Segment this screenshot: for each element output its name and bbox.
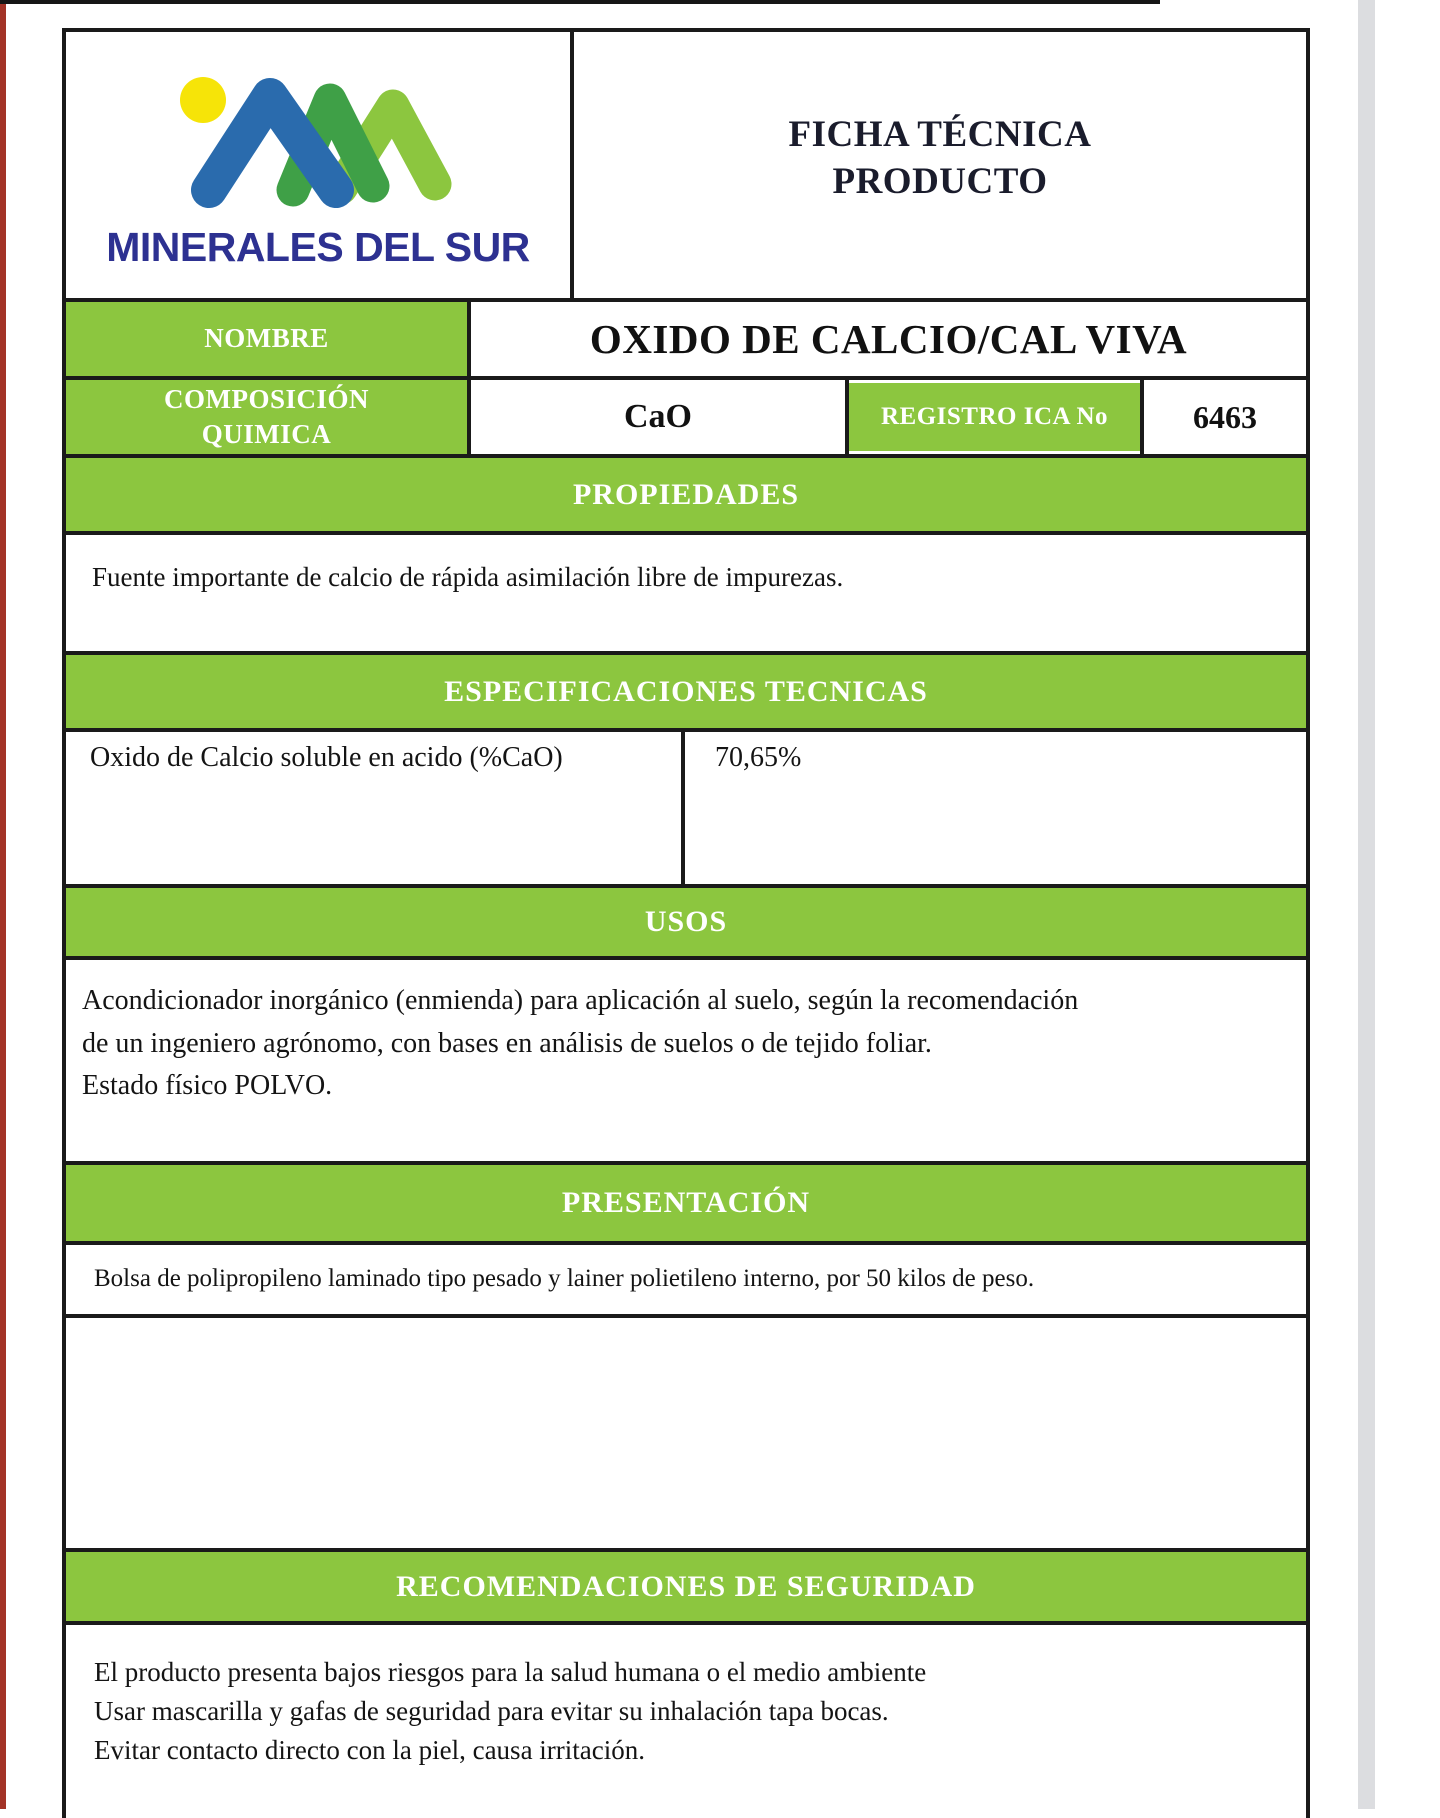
composicion-label-line1: COMPOSICIÓN [163,383,369,414]
presentacion-banner [66,1165,1306,1245]
composicion-value: CaO [471,380,849,454]
recomendaciones-text-cell [66,1625,1306,1818]
nombre-row [66,302,1306,380]
header-row [66,32,1306,302]
usos-text-line1: Acondicionador inorgánico (enmienda) para aplicación al suelo, según la recomendación [82,985,1079,1016]
document-sheet [62,28,1310,1818]
especificaciones-row [66,732,1306,888]
presentacion-text-cell [66,1245,1306,1318]
usos-title: USOS [644,905,728,938]
document-title-line2: PRODUCTO [832,161,1048,202]
usos-text-line3: Estado físico POLVO. [82,1070,333,1102]
usos-text [66,960,1096,1161]
registro-label-cell [849,380,1144,454]
top-edge-line [0,0,1160,4]
document-title-line1: FICHA TÉCNICA [788,113,1092,155]
recomendaciones-text-line1: El producto presenta bajos riesgos para la salud humana o el medio ambiente [94,1657,927,1687]
usos-banner [66,888,1306,960]
recomendaciones-title: RECOMENDACIONES DE SEGURIDAD [396,1569,976,1603]
registro-label: REGISTRO ICA No [849,383,1140,451]
logo-cell [66,32,574,298]
recomendaciones-banner [66,1552,1306,1625]
recomendaciones-text-line2: Usar mascarilla y gafas de seguridad para evitar su inhalación tapa bocas. [94,1695,889,1726]
registro-value: 6463 [1193,398,1257,435]
left-edge-strip [0,0,6,1809]
nombre-value: OXIDO DE CALCIO/CAL VIVA [589,316,1188,362]
usos-text-cell [66,960,1306,1165]
composicion-label [66,380,471,454]
propiedades-title: PROPIEDADES [572,477,800,511]
especificaciones-title: ESPECIFICACIONES TECNICAS [444,674,928,708]
company-name: MINERALES DEL SUR [106,223,530,270]
composicion-label-line2: QUIMICA [201,419,332,449]
recomendaciones-text [66,1625,956,1818]
document-title [574,32,1306,298]
propiedades-banner [66,458,1306,535]
presentacion-title: PRESENTACIÓN [561,1186,811,1219]
nombre-label-text: NOMBRE [204,323,329,354]
spec-name: Oxido de Calcio soluble en acido (%CaO) [66,732,685,884]
propiedades-text-cell [66,535,1306,655]
propiedades-text: Fuente importante de calcio de rápida asimilación libre de impurezas. [92,562,844,592]
empty-cell [66,1318,1306,1552]
composicion-row [66,380,1306,458]
recomendaciones-text-line3: Evitar contacto directo con la piel, causa irritación. [94,1734,646,1765]
company-logo [173,64,463,214]
nombre-label [66,302,471,376]
usos-text-line2: de un ingeniero agrónomo, con bases en análisis de suelos o de tejido foliar. [82,1027,932,1059]
sun-icon [180,77,226,123]
especificaciones-banner [66,655,1306,732]
page-scrollbar[interactable] [1358,0,1375,1809]
presentacion-text: Bolsa de polipropileno laminado tipo pesado y lainer polietileno interno, por 50 kilos de peso. [94,1265,1035,1292]
spec-value: 70,65% [715,742,802,773]
